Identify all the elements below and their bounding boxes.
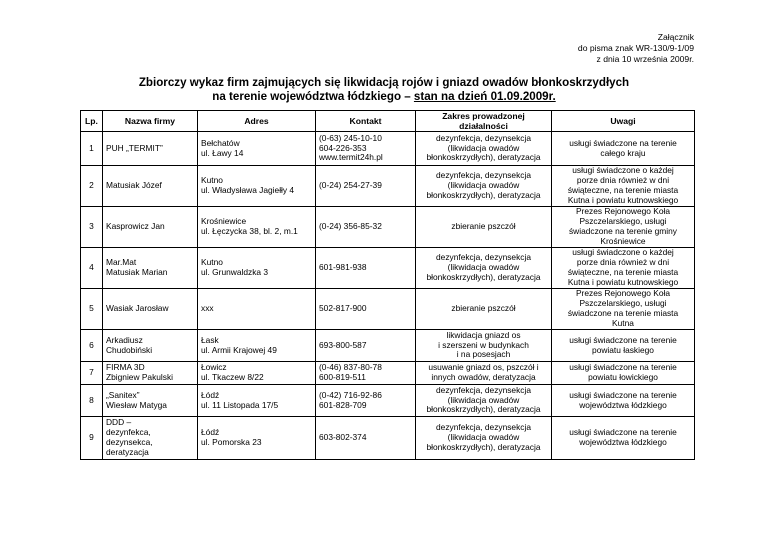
row-firm-name: Wasiak Jarosław <box>103 289 198 330</box>
row-notes: usługi świadczone na terenie całego kraju <box>552 132 695 166</box>
table-row <box>81 166 695 207</box>
table-row <box>81 385 695 417</box>
row-notes: usługi świadczone na terenie województwa łódzkiego <box>552 385 695 417</box>
title-line-2-prefix: na terenie województwa łódzkiego – <box>212 89 414 103</box>
document-title <box>0 76 768 103</box>
row-contact: (0-24) 254-27-39 <box>316 166 416 207</box>
title-line-1: Zbiorczy wykaz firm zajmujących się likwidacją rojów i gniazd owadów błonkoskrzydłych <box>138 76 630 89</box>
row-lp: 3 <box>81 207 103 248</box>
header-address: Adres <box>198 111 316 132</box>
row-contact: (0-42) 716-92-86 601-828-709 <box>316 385 416 417</box>
row-notes: Prezes Rejonowego Koła Pszczelarskiego, usługi świadczone na terenie gminy Krośniewice <box>552 207 695 248</box>
table-row <box>81 330 695 362</box>
row-lp: 8 <box>81 385 103 417</box>
row-address: Łask ul. Armii Krajowej 49 <box>198 330 316 362</box>
row-contact: 502-817-900 <box>316 289 416 330</box>
row-lp: 2 <box>81 166 103 207</box>
annex-line-3: z dnia 10 września 2009r. <box>596 53 694 64</box>
table-row <box>81 362 695 385</box>
row-notes: Prezes Rejonowego Koła Pszczelarskiego, usługi świadczone na terenie miasta Kutna <box>552 289 695 330</box>
row-firm-name: Mar.Mat Matusiak Marian <box>103 248 198 289</box>
row-contact: (0-24) 356-85-32 <box>316 207 416 248</box>
row-lp: 7 <box>81 362 103 385</box>
row-address: Krośniewice ul. Łęczycka 38, bl. 2, m.1 <box>198 207 316 248</box>
annex-line-2: do pisma znak WR-130/9-1/09 <box>577 42 694 53</box>
row-address: Łódź ul. 11 Listopada 17/5 <box>198 385 316 417</box>
table-row <box>81 207 695 248</box>
title-line-2 <box>0 90 768 104</box>
row-firm-name: PUH „TERMIT” <box>103 132 198 166</box>
row-scope: dezynfekcja, dezynsekcja (likwidacja owadów błonkoskrzydłych), deratyzacja <box>416 248 552 289</box>
header-firm-name: Nazwa firmy <box>103 111 198 132</box>
row-firm-name: Matusiak Józef <box>103 166 198 207</box>
row-scope: zbieranie pszczół <box>416 289 552 330</box>
table-row <box>81 289 695 330</box>
header-scope: Zakres prowadzonej działalności <box>416 111 552 132</box>
row-firm-name: FIRMA 3D Zbigniew Pakulski <box>103 362 198 385</box>
table-row <box>81 417 695 460</box>
row-scope: likwidacja gniazd os i szerszeni w budynkach i na posesjach <box>416 330 552 362</box>
row-notes: usługi świadczone o każdej porze dnia również w dni świąteczne, na terenie miasta Kutna i powiatu kutnowskiego <box>552 248 695 289</box>
row-lp: 1 <box>81 132 103 166</box>
row-scope: dezynfekcja, dezynsekcja (likwidacja owadów błonkoskrzydłych), deratyzacja <box>416 385 552 417</box>
row-scope: dezynfekcja, dezynsekcja (likwidacja owadów błonkoskrzydłych), deratyzacja <box>416 132 552 166</box>
table-header-row <box>81 111 695 132</box>
title-date: stan na dzień 01.09.2009r. <box>413 89 556 103</box>
annex-reference <box>578 32 694 64</box>
row-lp: 9 <box>81 417 103 460</box>
row-firm-name: DDD – dezynfekca, dezynsekca, deratyzacja <box>103 417 198 460</box>
row-scope: dezynfekcja, dezynsekcja (likwidacja owadów błonkoskrzydłych), deratyzacja <box>416 417 552 460</box>
row-address: Bełchatów ul. Ławy 14 <box>198 132 316 166</box>
row-contact: (0-63) 245-10-10 604-226-353 www.termit24h.pl <box>316 132 416 166</box>
row-lp: 6 <box>81 330 103 362</box>
row-address: Kutno ul. Władysława Jagiełły 4 <box>198 166 316 207</box>
row-notes: usługi świadczone o każdej porze dnia również w dni świąteczne, na terenie miasta Kutna i powiatu kutnowskiego <box>552 166 695 207</box>
row-lp: 4 <box>81 248 103 289</box>
row-lp: 5 <box>81 289 103 330</box>
row-contact: 601-981-938 <box>316 248 416 289</box>
table-row <box>81 132 695 166</box>
table-row <box>81 248 695 289</box>
row-contact: 693-800-587 <box>316 330 416 362</box>
row-address: xxx <box>198 289 316 330</box>
row-scope: usuwanie gniazd os, pszczół i innych owadów, deratyzacja <box>416 362 552 385</box>
row-firm-name: „Sanitex” Wiesław Matyga <box>103 385 198 417</box>
row-address: Łowicz ul. Tkaczew 8/22 <box>198 362 316 385</box>
header-notes: Uwagi <box>552 111 695 132</box>
row-firm-name: Arkadiusz Chudobiński <box>103 330 198 362</box>
row-notes: usługi świadczone na terenie powiatu łaskiego <box>552 330 695 362</box>
row-contact: (0-46) 837-80-78 600-819-511 <box>316 362 416 385</box>
header-contact: Kontakt <box>316 111 416 132</box>
row-firm-name: Kasprowicz Jan <box>103 207 198 248</box>
row-scope: zbieranie pszczół <box>416 207 552 248</box>
row-scope: dezynfekcja, dezynsekcja (likwidacja owadów błonkoskrzydłych), deratyzacja <box>416 166 552 207</box>
header-lp: Lp. <box>81 111 103 132</box>
row-contact: 603-802-374 <box>316 417 416 460</box>
row-address: Kutno ul. Grunwaldzka 3 <box>198 248 316 289</box>
annex-line-1: Załącznik <box>657 32 694 42</box>
row-notes: usługi świadczone na terenie województwa łódzkiego <box>552 417 695 460</box>
firms-table <box>80 110 695 460</box>
row-address: Łódź ul. Pomorska 23 <box>198 417 316 460</box>
row-notes: usługi świadczone na terenie powiatu łowickiego <box>552 362 695 385</box>
